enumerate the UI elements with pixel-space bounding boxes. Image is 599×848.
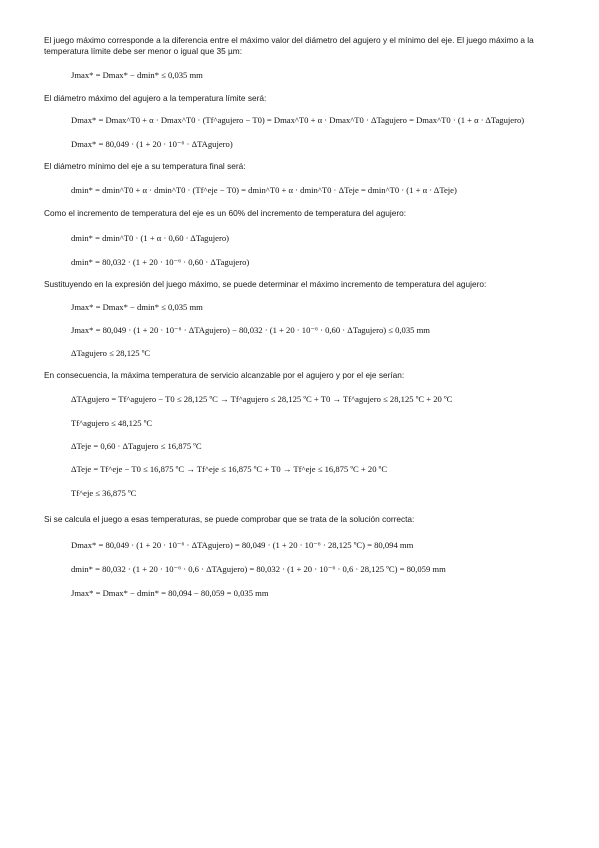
equation-hole-final-temperature-chain: ΔTAgujero = Tf^agujero − T0 ≤ 28,125 ºC → Tf^agujero ≤ 28,125 ºC + T0 → Tf^agujero ≤ 28,125 ºC + 20 ºC	[71, 394, 453, 404]
paragraph-hole-max-diameter: El diámetro máximo del agujero a la temperatura límite será:	[44, 93, 267, 103]
equation-shaft-min-diameter-value: dmin* = 80,032 · (1 + 20 · 10⁻⁶ · 0,60 · ΔTagujero)	[71, 257, 250, 267]
equation-shaft-min-diameter-ratio: dmin* = dmin^T0 · (1 + α · 0,60 · ΔTagujero)	[71, 233, 230, 243]
equation-max-clearance-restated: Jmax* = Dmax* − dmin* ≤ 0,035 mm	[71, 302, 203, 312]
paragraph-shaft-temperature-ratio: Como el incremento de temperatura del eje es un 60% del incremento de temperatura del agujero:	[44, 208, 407, 218]
equation-shaft-final-temperature-chain: ΔTeje = Tf^eje − T0 ≤ 16,875 ºC → Tf^eje ≤ 16,875 ºC + T0 → Tf^eje ≤ 16,875 ºC + 20 ºC	[71, 464, 388, 474]
equation-shaft-min-diameter-check: dmin* = 80,032 · (1 + 20 · 10⁻⁶ · 0,6 · ΔTAgujero) = 80,032 · (1 + 20 · 10⁻⁶ · 0,6 · 28,125 ºC) = 80,059 mm	[71, 564, 446, 574]
paragraph-shaft-min-diameter: El diámetro mínimo del eje a su temperatura final será:	[44, 161, 246, 171]
equation-shaft-temperature-increment: ΔTeje = 0,60 · ΔTagujero ≤ 16,875 ºC	[71, 441, 202, 451]
equation-max-clearance-check: Jmax* = Dmax* − dmin* = 80,094 − 80,059 = 0,035 mm	[71, 588, 269, 598]
equation-hole-final-temperature: Tf^agujero ≤ 48,125 ºC	[71, 418, 153, 428]
paragraph-max-service-temperature: En consecuencia, la máxima temperatura de servicio alcanzable por el agujero y por el eje serían:	[44, 370, 405, 380]
equation-shaft-final-temperature: Tf^eje ≤ 36,875 ºC	[71, 488, 137, 498]
intro-paragraph: El juego máximo corresponde a la diferencia entre el máximo valor del diámetro del agujero y el mínimo del eje. El juego máximo a la temperatura límite debe ser menor o igual que 35 µm:	[44, 35, 534, 56]
paragraph-verification: Si se calcula el juego a esas temperaturas, se puede comprobar que se trata de la solución correcta:	[44, 514, 415, 524]
paragraph-substitution: Sustituyendo en la expresión del juego máximo, se puede determinar el máximo incremento de temperatura del agujero:	[44, 279, 487, 289]
equation-hole-max-diameter-check: Dmax* = 80,049 · (1 + 20 · 10⁻⁶ · ΔTAgujero) = 80,049 · (1 + 20 · 10⁻⁶ · 28,125 ºC) = 80,094 mm	[71, 540, 414, 550]
equation-shaft-min-diameter-expansion: dmin* = dmin^T0 + α · dmin^T0 · (Tf^eje − T0) = dmin^T0 + α · dmin^T0 · ΔTeje = dmin^T0 · (1 + α · ΔTeje)	[71, 185, 457, 195]
equation-hole-max-diameter-expansion: Dmax* = Dmax^T0 + α · Dmax^T0 · (Tf^agujero − T0) = Dmax^T0 + α · Dmax^T0 · ΔTagujero = Dmax^T0 · (1 + α · ΔTagujero)	[71, 115, 525, 125]
equation-max-clearance-substituted: Jmax* = 80,049 · (1 + 20 · 10⁻⁶ · ΔTAgujero) − 80,032 · (1 + 20 · 10⁻⁶ · 0,60 · ΔTagujero) ≤ 0,035 mm	[71, 325, 430, 335]
equation-max-clearance-limit: Jmax* = Dmax* − dmin* ≤ 0,035 mm	[71, 70, 203, 80]
equation-hole-max-diameter-value: Dmax* = 80,049 · (1 + 20 · 10⁻⁶ · ΔTAgujero)	[71, 139, 233, 149]
equation-hole-temperature-increment: ΔTagujero ≤ 28,125 ºC	[71, 348, 151, 358]
